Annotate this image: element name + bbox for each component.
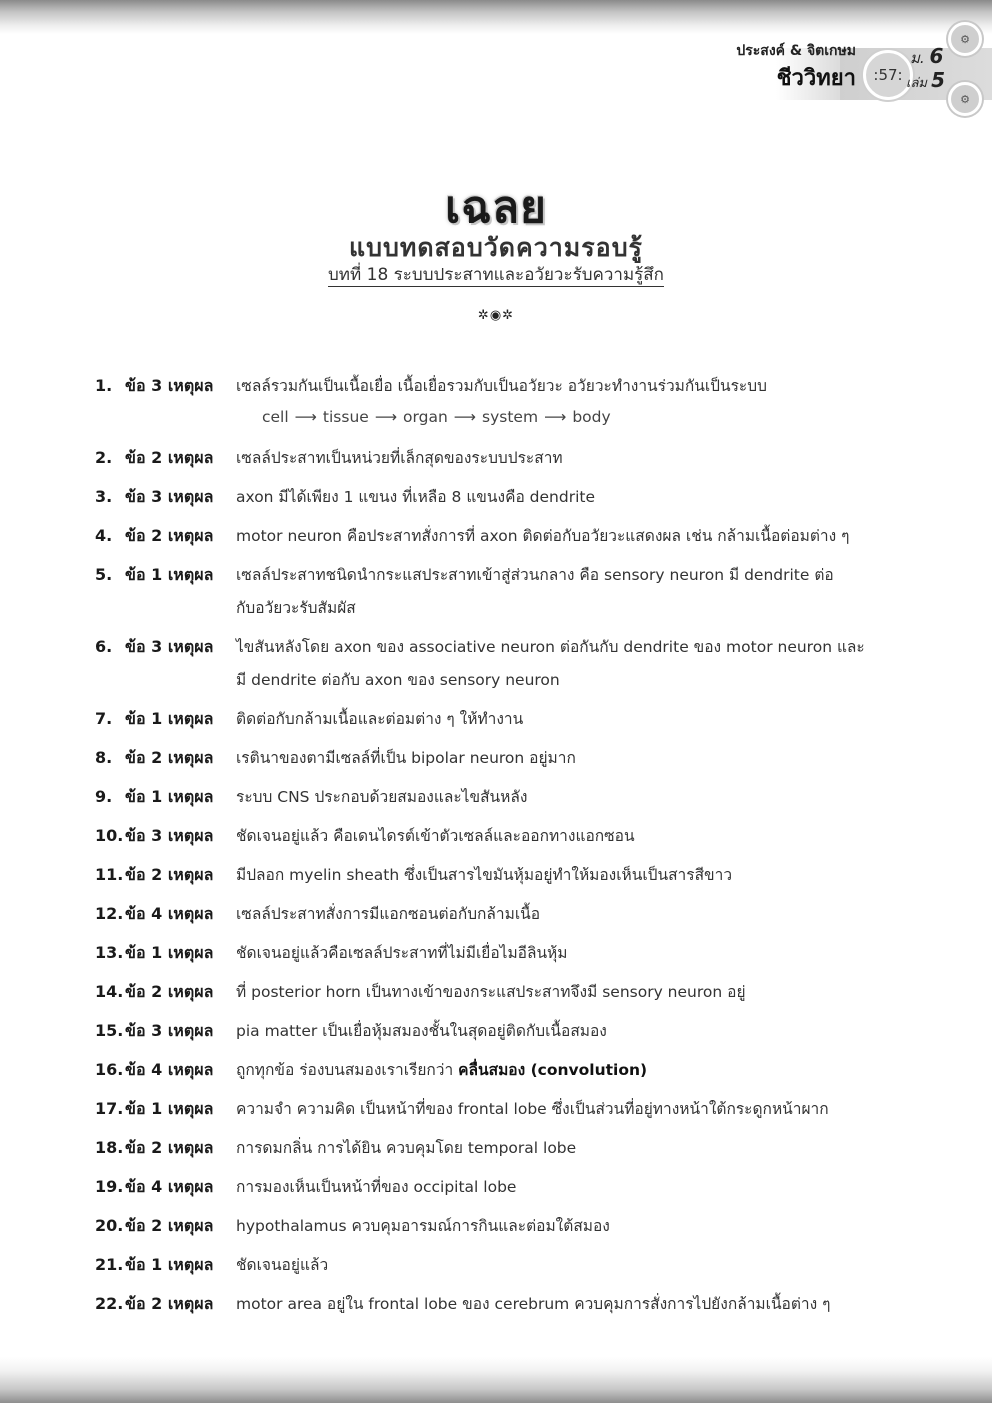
page-bottom-shadow — [0, 1357, 992, 1403]
answer-reason-text: เซลล์รวมกันเป็นเนื้อเยื่อ เนื้อเยื่อรวมกับเป็นอวัยวะ อวัยวะทำงานร่วมกันเป็นระบบ — [236, 377, 767, 395]
flow-step: tissue — [322, 408, 369, 426]
answer-choice-label: ข้อ 1 เหตุผล — [125, 1255, 214, 1274]
answer-number: 15. — [95, 1021, 124, 1040]
answer-number: 17. — [95, 1099, 124, 1118]
answer-number: 4. — [95, 526, 113, 545]
answer-choice-label: ข้อ 4 เหตุผล — [125, 904, 214, 923]
page-number: :57: — [873, 66, 903, 84]
answer-reason — [236, 902, 916, 926]
answer-number: 3. — [95, 487, 113, 506]
answer-choice-label: ข้อ 1 เหตุผล — [125, 565, 214, 584]
answer-reason-text: ถูกทุกข้อ ร่องบนสมองเราเรียกว่า — [236, 1061, 454, 1079]
answer-reason — [236, 746, 916, 770]
gear-icon — [948, 22, 982, 56]
gear-glyph: ⚙ — [960, 32, 970, 46]
answer-reason-text: เซลล์ประสาทชนิดนำกระแสประสาทเข้าสู่ส่วนกลาง คือ sensory neuron มี dendrite ต่อ — [236, 566, 834, 584]
answer-reason-emphasis: คลื่นสมอง (convolution) — [458, 1061, 648, 1079]
answer-number: 7. — [95, 709, 113, 728]
header-subject-title: ชีววิทยา — [776, 66, 856, 91]
answer-number: 13. — [95, 943, 124, 962]
answer-reason — [236, 863, 916, 887]
answer-number: 21. — [95, 1255, 124, 1274]
answer-reason — [236, 1019, 916, 1043]
volume-label — [906, 68, 945, 93]
running-header — [720, 22, 992, 114]
answer-reason-continued: กับอวัยวะรับสัมผัส — [236, 599, 356, 617]
answer-number: 5. — [95, 565, 113, 584]
answer-reason-text: เซลล์ประสาทเป็นหน่วยที่เล็กสุดของระบบประสาท — [236, 449, 563, 467]
answer-choice-label: ข้อ 2 เหตุผล — [125, 865, 214, 884]
chapter-heading-text: บทที่ 18 ระบบประสาทและอวัยวะรับความรู้สึก — [328, 265, 664, 285]
answer-choice-label: ข้อ 2 เหตุผล — [125, 1216, 214, 1235]
answer-reason-text: เรตินาของตามีเซลล์ที่เป็น bipolar neuron อยู่มาก — [236, 749, 576, 767]
answer-reason — [236, 785, 916, 809]
answer-reason — [236, 485, 916, 509]
answer-choice-label: ข้อ 3 เหตุผล — [125, 826, 214, 845]
ornament-divider-icon: ✲◉✲ — [477, 308, 515, 323]
answer-reason-text: มีปลอก myelin sheath ซึ่งเป็นสารไขมันหุ้มอยู่ทำให้มองเห็นเป็นสารสีขาว — [236, 866, 733, 884]
answer-reason-text: pia matter เป็นเยื่อหุ้มสมองชั้นในสุดอยู่ติดกับเนื้อสมอง — [236, 1022, 607, 1040]
answer-choice-label: ข้อ 1 เหตุผล — [125, 787, 214, 806]
answer-choice-label: ข้อ 2 เหตุผล — [125, 748, 214, 767]
answer-reason-text: ชัดเจนอยู่แล้ว — [236, 1256, 329, 1274]
answer-number: 22. — [95, 1294, 124, 1313]
answer-reason — [236, 563, 916, 587]
answer-reason-text: ติดต่อกับกล้ามเนื้อและต่อมต่าง ๆ ให้ทำงาน — [236, 710, 524, 728]
answer-choice-label: ข้อ 3 เหตุผล — [125, 1021, 214, 1040]
hierarchy-flow — [262, 408, 611, 426]
answer-choice-label: ข้อ 4 เหตุผล — [125, 1060, 214, 1079]
header-authors: ประสงค์ & จิตเกษม — [736, 43, 856, 59]
answer-number: 6. — [95, 637, 113, 656]
answer-reason — [236, 446, 916, 470]
answer-reason-continued: มี dendrite ต่อกับ axon ของ sensory neuron — [236, 671, 560, 689]
answer-reason — [236, 1058, 916, 1082]
answer-reason-text: ที่ posterior horn เป็นทางเข้าของกระแสประสาทจึงมี sensory neuron อยู่ — [236, 983, 746, 1001]
volume-number: 5 — [931, 68, 946, 92]
grade-label — [910, 44, 943, 70]
flow-step: system — [482, 408, 539, 426]
answer-reason — [236, 1253, 916, 1277]
answer-choice-label: ข้อ 4 เหตุผล — [125, 1177, 214, 1196]
answer-reason — [236, 635, 916, 659]
answer-number: 8. — [95, 748, 113, 767]
answer-reason — [236, 707, 916, 731]
arrow-right-icon: ⟶ — [544, 408, 567, 426]
answer-reason — [236, 1214, 916, 1238]
answer-reason-text: การมองเห็นเป็นหน้าที่ของ occipital lobe — [236, 1178, 517, 1196]
page-title: เฉลย — [445, 182, 547, 233]
answer-reason-text: ชัดเจนอยู่แล้วคือเซลล์ประสาทที่ไม่มีเยื่อไมอีลินหุ้ม — [236, 944, 568, 962]
answer-choice-label: ข้อ 1 เหตุผล — [125, 709, 214, 728]
answer-choice-label: ข้อ 2 เหตุผล — [125, 448, 214, 467]
gear-icon — [948, 82, 982, 116]
answer-number: 14. — [95, 982, 124, 1001]
answer-reason-text: axon มีได้เพียง 1 แขนง ที่เหลือ 8 แขนงคือ dendrite — [236, 488, 596, 506]
arrow-right-icon: ⟶ — [374, 408, 398, 426]
grade-number: 6 — [929, 44, 944, 68]
answer-reason — [236, 1097, 916, 1121]
answer-number: 9. — [95, 787, 113, 806]
answer-reason — [236, 1136, 916, 1160]
answer-reason — [236, 524, 916, 548]
answer-number: 11. — [95, 865, 124, 884]
answer-number: 2. — [95, 448, 113, 467]
answer-reason-text: ระบบ CNS ประกอบด้วยสมองและไขสันหลัง — [236, 788, 528, 806]
answer-reason-text: ความจำ ความคิด เป็นหน้าที่ของ frontal lobe ซึ่งเป็นส่วนที่อยู่ทางหน้าใต้กระดูกหน้าผาก — [236, 1100, 829, 1118]
answer-number: 1. — [95, 376, 113, 395]
answer-reason-text: เซลล์ประสาทสั่งการมีแอกซอนต่อกับกล้ามเนื้อ — [236, 905, 541, 923]
answer-choice-label: ข้อ 2 เหตุผล — [125, 982, 214, 1001]
answer-reason-text: motor area อยู่ใน frontal lobe ของ cerebrum ควบคุมการสั่งการไปยังกล้ามเนื้อต่าง ๆ — [236, 1295, 831, 1313]
answer-reason-text: motor neuron คือประสาทสั่งการที่ axon ติดต่อกับอวัยวะแสดงผล เช่น กล้ามเนื้อต่อมต่าง ๆ — [236, 527, 850, 545]
answer-reason — [236, 941, 916, 965]
answer-choice-label: ข้อ 2 เหตุผล — [125, 1138, 214, 1157]
answer-number: 20. — [95, 1216, 124, 1235]
arrow-right-icon: ⟶ — [453, 408, 477, 426]
page-subtitle: แบบทดสอบวัดความรอบรู้ — [348, 233, 643, 262]
answer-number: 18. — [95, 1138, 124, 1157]
flow-step: body — [572, 408, 611, 426]
flow-step: organ — [403, 408, 448, 426]
answer-choice-label: ข้อ 3 เหตุผล — [125, 637, 214, 656]
answer-reason-text: ชัดเจนอยู่แล้ว คือเดนไดรต์เข้าตัวเซลล์และออกทางแอกซอน — [236, 827, 635, 845]
arrow-right-icon: ⟶ — [294, 408, 317, 426]
answer-reason — [236, 824, 916, 848]
volume-prefix: เล่ม — [906, 76, 927, 91]
answer-reason — [236, 1292, 916, 1316]
answer-choice-label: ข้อ 1 เหตุผล — [125, 1099, 214, 1118]
answer-reason-text: การดมกลิ่น การได้ยิน ควบคุมโดย temporal lobe — [236, 1139, 577, 1157]
answer-choice-label: ข้อ 3 เหตุผล — [125, 376, 214, 395]
answer-number: 10. — [95, 826, 124, 845]
chapter-heading — [0, 261, 992, 288]
answer-choice-label: ข้อ 1 เหตุผล — [125, 943, 214, 962]
grade-prefix: ม. — [910, 49, 925, 67]
answer-choice-label: ข้อ 3 เหตุผล — [125, 487, 214, 506]
flow-step: cell — [262, 408, 289, 426]
answer-number: 19. — [95, 1177, 124, 1196]
gear-glyph: ⚙ — [960, 92, 970, 106]
answer-choice-label: ข้อ 2 เหตุผล — [125, 1294, 214, 1313]
answer-reason-text: hypothalamus ควบคุมอารมณ์การกินและต่อมใต้สมอง — [236, 1217, 610, 1235]
answer-reason — [236, 374, 916, 398]
answer-number: 16. — [95, 1060, 124, 1079]
answer-reason — [236, 980, 916, 1004]
answer-number: 12. — [95, 904, 124, 923]
answer-reason — [236, 1175, 916, 1199]
answer-choice-label: ข้อ 2 เหตุผล — [125, 526, 214, 545]
answer-reason-text: ไขสันหลังโดย axon ของ associative neuron ต่อกันกับ dendrite ของ motor neuron และ — [236, 638, 865, 656]
